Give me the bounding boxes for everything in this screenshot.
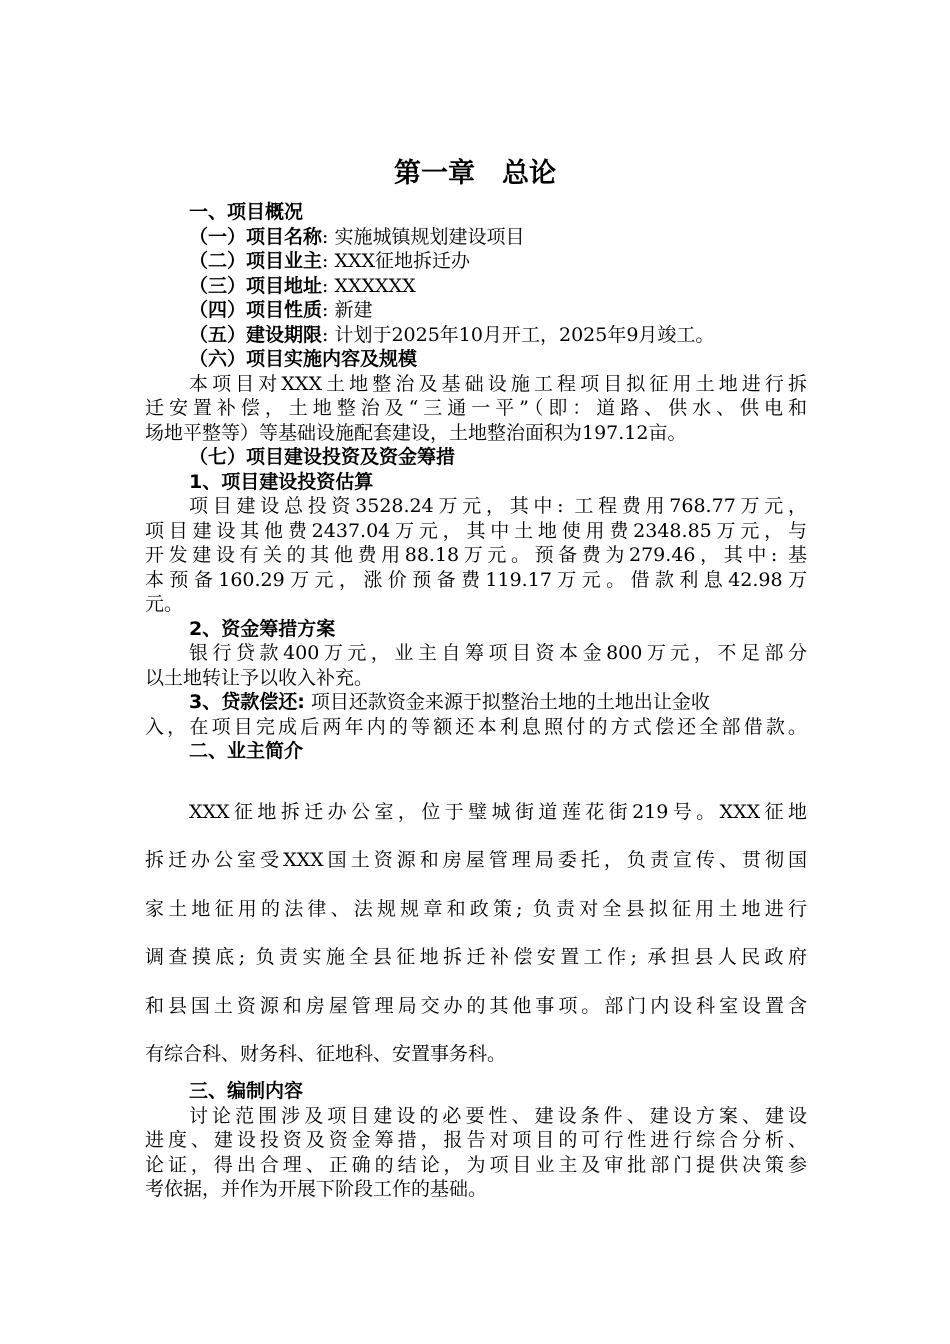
paragraph-line: 开发建设有关的其他费用88.18万元。预备费为279.46，其中: 基 bbox=[145, 544, 807, 566]
paragraph-line: 调查摸底; 负责实施全县征地拆迁补偿安置工作; 承担县人民政府 bbox=[145, 946, 807, 969]
item-value: : XXX征地拆迁办 bbox=[322, 250, 471, 272]
subheading-investment: （七）项目建设投资及资金筹措 bbox=[189, 446, 456, 468]
paragraph-line: 迁安置补偿，土地整治及“三通一平”（即：道路、供水、供电和 bbox=[145, 397, 807, 419]
item-value: : XXXXXX bbox=[322, 274, 416, 297]
paragraph-line: 本项目对XXX土地整治及基础设施工程项目拟征用土地进行拆 bbox=[189, 372, 807, 395]
item-label: （二）项目业主 bbox=[189, 250, 323, 272]
repayment-line bbox=[145, 690, 807, 715]
repayment-label: 3、贷款偿还: bbox=[189, 691, 305, 713]
paragraph-line: 进度、建设投资及资金筹措，报告对项目的可行性进行综合分析、 bbox=[145, 1129, 807, 1152]
item-label: （四）项目性质 bbox=[189, 299, 323, 321]
paragraph-line: 家土地征用的法律、法规规章和政策; 负责对全县拟征用土地进行 bbox=[145, 897, 807, 920]
paragraph-line: 以土地转让予以收入补充。 bbox=[145, 666, 374, 689]
paragraph-line: 论证，得出合理、正确的结论，为项目业主及审批部门提供决策参 bbox=[145, 1153, 807, 1176]
item-construction-period bbox=[145, 323, 807, 348]
section-heading-content: 三、编制内容 bbox=[189, 1080, 304, 1103]
paragraph-line: 入，在项目完成后两年内的等额还本利息照付的方式偿还全部借款。 bbox=[145, 715, 807, 738]
paragraph-line: 银行贷款400万元，业主自筹项目资本金800万元，不足部分 bbox=[189, 642, 807, 664]
section-heading-overview: 一、项目概况 bbox=[189, 201, 304, 223]
paragraph-line: XXX征地拆迁办公室，位于璧城街道莲花街219号。XXX征地 bbox=[189, 800, 807, 823]
item-label: （五）建设期限 bbox=[189, 323, 323, 346]
item-label: （三）项目地址 bbox=[189, 274, 323, 297]
subheading-estimate: 1、项目建设投资估算 bbox=[189, 470, 374, 493]
item-label: （一）项目名称 bbox=[189, 225, 323, 248]
document-body bbox=[145, 200, 807, 1202]
paragraph-line: 元。 bbox=[145, 593, 184, 615]
paragraph-line: 和县国土资源和房屋管理局交办的其他事项。部门内设科室设置含 bbox=[145, 994, 807, 1017]
paragraph-line: 拆迁办公室受XXX国土资源和房屋管理局委托，负责宣传、贯彻国 bbox=[145, 849, 807, 872]
item-value: : 新建 bbox=[322, 299, 373, 321]
item-project-nature bbox=[145, 298, 807, 323]
item-project-address bbox=[145, 274, 807, 299]
item-value: : 实施城镇规划建设项目 bbox=[322, 225, 525, 248]
subheading-funding: 2、资金筹措方案 bbox=[189, 617, 336, 640]
subheading-scope: （六）项目实施内容及规模 bbox=[189, 348, 418, 370]
paragraph-line: 项目建设总投资3528.24万元，其中: 工程费用768.77万元， bbox=[189, 495, 807, 517]
paragraph-line: 讨论范围涉及项目建设的必要性、建设条件、建设方案、建设 bbox=[189, 1104, 807, 1127]
paragraph-line: 本预备160.29万元，涨价预备费119.17万元。借款利息42.98万 bbox=[145, 568, 807, 591]
chapter-title: 第一章 总论 bbox=[394, 158, 556, 189]
item-project-owner bbox=[145, 249, 807, 274]
paragraph-line: 考依据，并作为开展下阶段工作的基础。 bbox=[145, 1178, 488, 1201]
item-project-name bbox=[145, 225, 807, 250]
paragraph-line: 有综合科、财务科、征地科、安置事务科。 bbox=[145, 1043, 507, 1066]
paragraph-line: 场地平整等）等基础设施配套建设，土地整治面积为197.12亩。 bbox=[145, 421, 687, 444]
paragraph-line: 项目建设其他费2437.04万元，其中土地使用费2348.85万元，与 bbox=[145, 519, 807, 542]
repayment-text: 项目还款资金来源于拟整治土地的土地出让金收 bbox=[310, 691, 710, 713]
section-heading-owner: 二、业主简介 bbox=[189, 740, 304, 762]
owner-intro-paragraph bbox=[145, 788, 807, 1080]
item-value: : 计划于2025年10月开工，2025年9月竣工。 bbox=[322, 323, 715, 346]
